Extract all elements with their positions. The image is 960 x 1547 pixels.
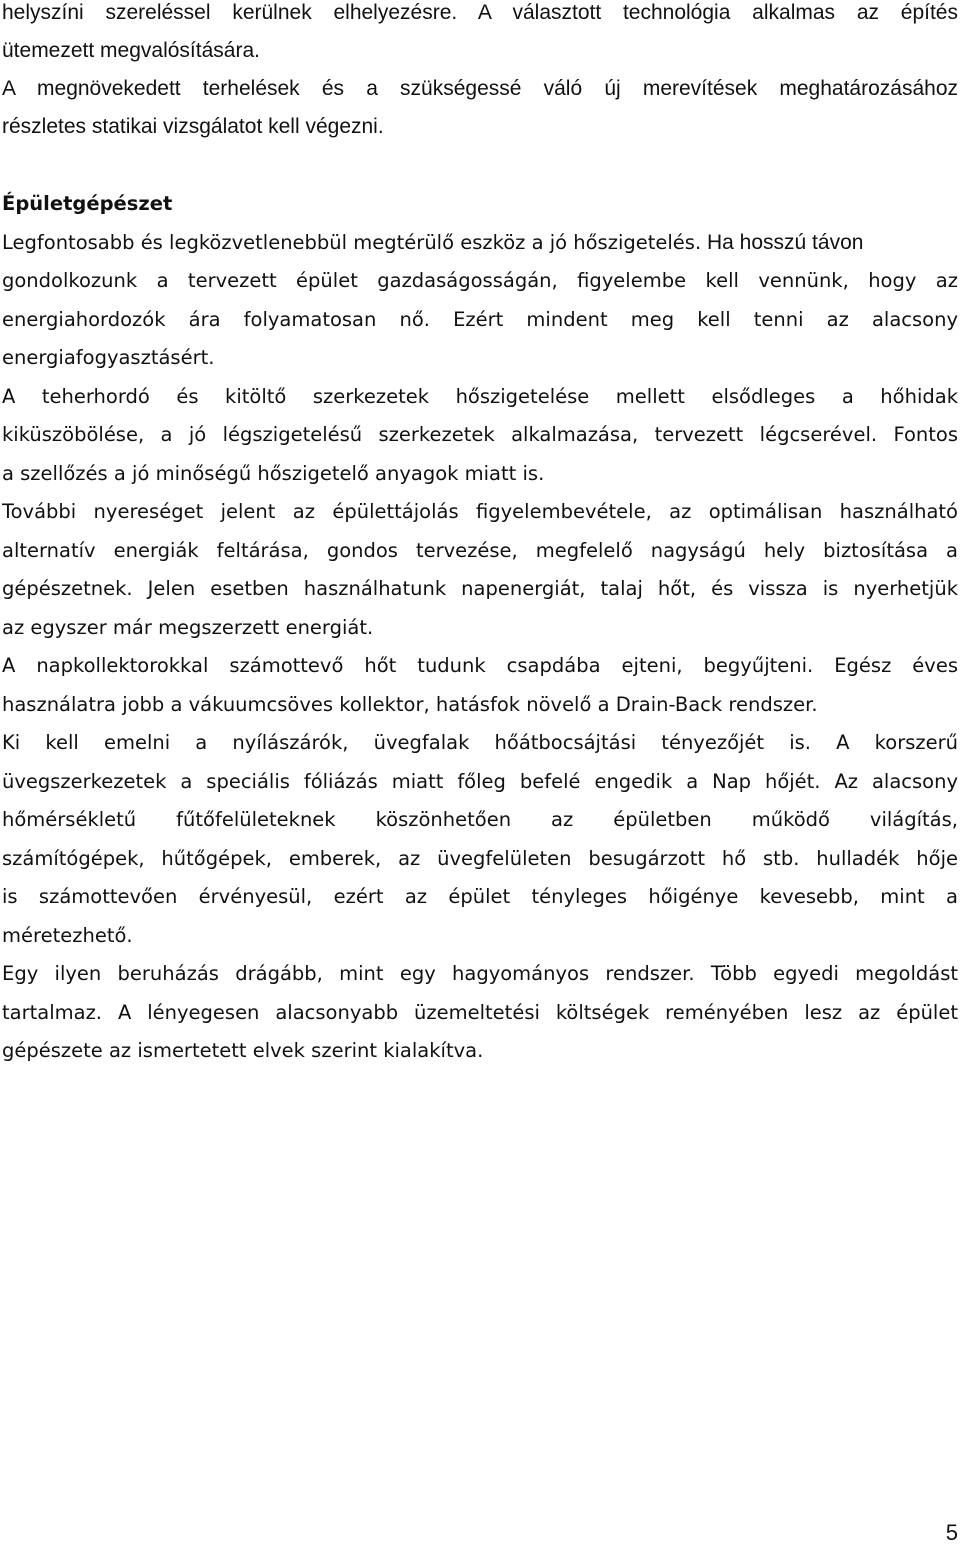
page-number: 5 <box>945 1520 958 1545</box>
text-line-part <box>2 230 863 256</box>
text-line: energiahordozók ára folyamatosan nő. Ezért mindent meg kell tenni az alacsony <box>2 308 958 331</box>
text-line: Ki kell emelni a nyílászárók, üvegfalak hőátbocsájtási tényezőjét is. A korszerű <box>2 731 958 754</box>
text-line: Egy ilyen beruházás drágább, mint egy hagyományos rendszer. Több egyedi megoldást <box>2 962 958 985</box>
text-line: A napkollektorokkal számottevő hőt tudunk csapdába ejteni, begyűjteni. Egész éves <box>2 654 958 677</box>
text-line: számítógépek, hűtőgépek, emberek, az üvegfelületen besugárzott hő stb. hulladék hője <box>2 847 958 870</box>
text-line: helyszíni szereléssel kerülnek elhelyezésre. A választott technológia alkalmas az építés <box>2 1 958 24</box>
text-line: A teherhordó és kitöltő szerkezetek hőszigetelése mellett elsődleges a hőhidak <box>2 385 958 408</box>
text-span: Ha hosszú távon <box>701 231 864 254</box>
text-line: a szellőzés a jó minőségű hőszigetelő anyagok miatt is. <box>2 462 545 485</box>
text-line: energiafogyasztásért. <box>2 346 215 369</box>
text-line: hőmérsékletű fűtőfelületeknek köszönhetően az épületben működő világítás, <box>2 808 958 831</box>
text-line: is számottevően érvényesül, ezért az épület tényleges hőigénye kevesebb, mint a <box>2 885 958 908</box>
text-line: További nyereséget jelent az épülettájolás figyelembevétele, az optimálisan használható <box>2 500 958 523</box>
section-heading: Épületgépészet <box>2 192 173 215</box>
text-line: tartalmaz. A lényegesen alacsonyabb üzemeltetési költségek reményében lesz az épület <box>2 1001 958 1024</box>
text-line: ütemezett megvalósítására. <box>2 39 260 62</box>
text-line: használatra jobb a vákuumcsöves kollektor, hatásfok növelő a Drain-Back rendszer. <box>2 693 818 716</box>
text-line: A megnövekedett terhelések és a szükségessé váló új merevítések meghatározásához <box>2 77 958 100</box>
text-line: az egyszer már megszerzett energiát. <box>2 616 374 639</box>
text-line: méretezhető. <box>2 924 133 947</box>
text-line: gondolkozunk a tervezett épület gazdaságosságán, figyelembe kell vennünk, hogy az <box>2 269 958 292</box>
text-line: alternatív energiák feltárása, gondos tervezése, megfelelő nagyságú hely biztosítása a <box>2 539 958 562</box>
text-span: Legfontosabb és legközvetlenebbül megtérülő eszköz a jó hőszigetelés. <box>2 231 702 254</box>
text-line: részletes statikai vizsgálatot kell végezni. <box>2 115 384 138</box>
text-line: gépészetnek. Jelen esetben használhatunk napenergiát, talaj hőt, és vissza is nyerhetjük <box>2 577 958 600</box>
text-line: gépészete az ismertetett elvek szerint kialakítva. <box>2 1039 484 1062</box>
text-line: üvegszerkezetek a speciális fóliázás miatt főleg befelé engedik a Nap hőjét. Az alacsony <box>2 770 958 793</box>
text-line: kiküszöbölése, a jó légszigetelésű szerkezetek alkalmazása, tervezett légcserével. Fontos <box>2 423 958 446</box>
